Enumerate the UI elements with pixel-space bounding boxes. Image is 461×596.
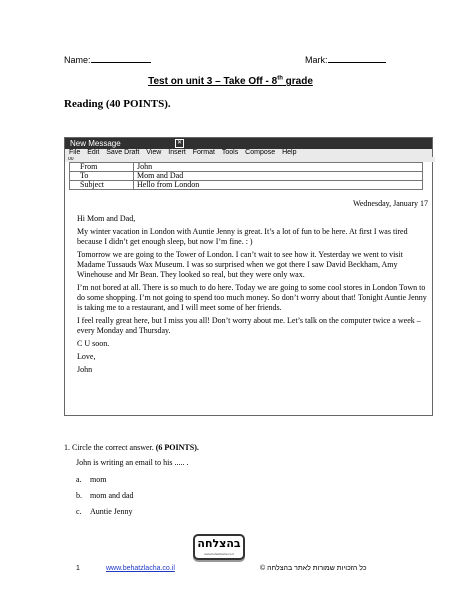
body-greeting: Hi Mom and Dad, bbox=[77, 214, 136, 223]
email-body[interactable] bbox=[77, 214, 427, 378]
menu-file[interactable]: File bbox=[69, 149, 81, 156]
subject-row bbox=[70, 181, 423, 190]
reading-heading: Reading (40 POINTS). bbox=[64, 98, 171, 110]
name-field bbox=[64, 53, 151, 65]
question-number: 1. bbox=[64, 443, 70, 452]
mark-label: Mark: bbox=[305, 55, 328, 65]
option-b-text: mom and dad bbox=[90, 491, 134, 500]
email-menubar bbox=[65, 149, 432, 157]
name-label: Name: bbox=[64, 55, 91, 65]
title-sup: th bbox=[277, 76, 283, 82]
name-blank[interactable] bbox=[91, 53, 151, 63]
site-logo bbox=[193, 534, 245, 560]
question-1 bbox=[64, 443, 199, 452]
menu-edit[interactable]: Edit bbox=[87, 149, 100, 156]
body-signoff-2: Love, bbox=[77, 352, 96, 361]
copyright-notice: כל הזכויות שמורות לאתר בהצלחה © bbox=[260, 565, 367, 572]
email-date: Wednesday, January 17 bbox=[352, 199, 428, 208]
menu-tools[interactable]: Tools bbox=[221, 149, 239, 156]
question-prompt: John is writing an email to his ..... . bbox=[76, 458, 189, 467]
email-toolbar: 00 bbox=[65, 157, 435, 162]
body-paragraph-3: I’m not bored at all. There is so much to do here. Today we are going to some cool stores in London Town to do some shopping. I’m not going to spend too much money. So don’t worry about that! Tonight Auntie Jenny is taking me to a restaurant, and I will meet some of her friends. bbox=[77, 283, 427, 312]
from-label: From bbox=[70, 163, 134, 172]
body-paragraph-4: I feel really great here, but I miss you all! Don’t worry about me. Let’s talk on the computer twice a week – every Monday and Thursday. bbox=[77, 316, 421, 335]
option-c[interactable] bbox=[76, 507, 132, 516]
page-number: 1 bbox=[76, 565, 80, 572]
option-a-key: a. bbox=[76, 475, 82, 484]
body-signoff-1: C U soon. bbox=[77, 339, 110, 348]
body-signature: John bbox=[77, 365, 93, 374]
subject-label: Subject bbox=[70, 181, 134, 190]
menu-view[interactable]: View bbox=[146, 149, 162, 156]
title-tail: grade bbox=[282, 76, 313, 88]
close-icon[interactable]: ✕ bbox=[176, 140, 183, 146]
to-value[interactable]: Mom and Dad bbox=[134, 172, 423, 181]
menu-compose[interactable]: Compose bbox=[245, 149, 276, 156]
subject-value[interactable]: Hello from London bbox=[134, 181, 423, 190]
email-window-title: New Message bbox=[70, 139, 121, 148]
option-b-key: b. bbox=[76, 491, 82, 500]
menu-save-draft[interactable]: Save Draft bbox=[106, 149, 140, 156]
menu-format[interactable]: Format bbox=[192, 149, 215, 156]
option-b[interactable] bbox=[76, 491, 134, 500]
footer-link[interactable]: www.behatzlacha.co.il bbox=[106, 565, 175, 572]
from-value[interactable]: John bbox=[134, 163, 423, 172]
logo-text: בהצלחה bbox=[197, 537, 241, 550]
email-header-fields bbox=[69, 162, 423, 190]
mark-blank[interactable] bbox=[328, 53, 386, 63]
question-points: (6 POINTS). bbox=[155, 443, 199, 452]
option-a[interactable] bbox=[76, 475, 106, 484]
to-row bbox=[70, 172, 423, 181]
option-c-text: Auntie Jenny bbox=[90, 507, 133, 516]
menu-help[interactable]: Help bbox=[282, 149, 297, 156]
body-paragraph-2: Tomorrow we are going to the Tower of London. I can’t wait to see how it. Yesterday we went to visit Madame Tussauds Wax Museum. I was so surprised when we got there I saw David Beckham, Amy Winehouse and Mr Bean. They looked so real, but they were only wax. bbox=[77, 250, 403, 279]
menu-insert[interactable]: Insert bbox=[168, 149, 186, 156]
logo-subtext: www.behatzlacha.co.il bbox=[204, 552, 234, 556]
mark-field bbox=[305, 53, 386, 65]
to-label: To bbox=[70, 172, 134, 181]
body-paragraph-1: My winter vacation in London with Auntie Jenny is great. It’s a lot of fun to be here. At first I was tired because I didn’t get enough sleep, but now I’m fine. : ) bbox=[77, 227, 408, 246]
option-a-text: mom bbox=[90, 475, 107, 484]
question-text: Circle the correct answer. bbox=[72, 443, 154, 452]
from-row bbox=[70, 163, 423, 172]
email-titlebar bbox=[65, 138, 432, 149]
test-title bbox=[0, 76, 461, 87]
option-c-key: c. bbox=[76, 507, 82, 516]
title-main: Test on unit 3 – Take Off - 8 bbox=[148, 76, 278, 88]
email-window bbox=[64, 137, 433, 416]
